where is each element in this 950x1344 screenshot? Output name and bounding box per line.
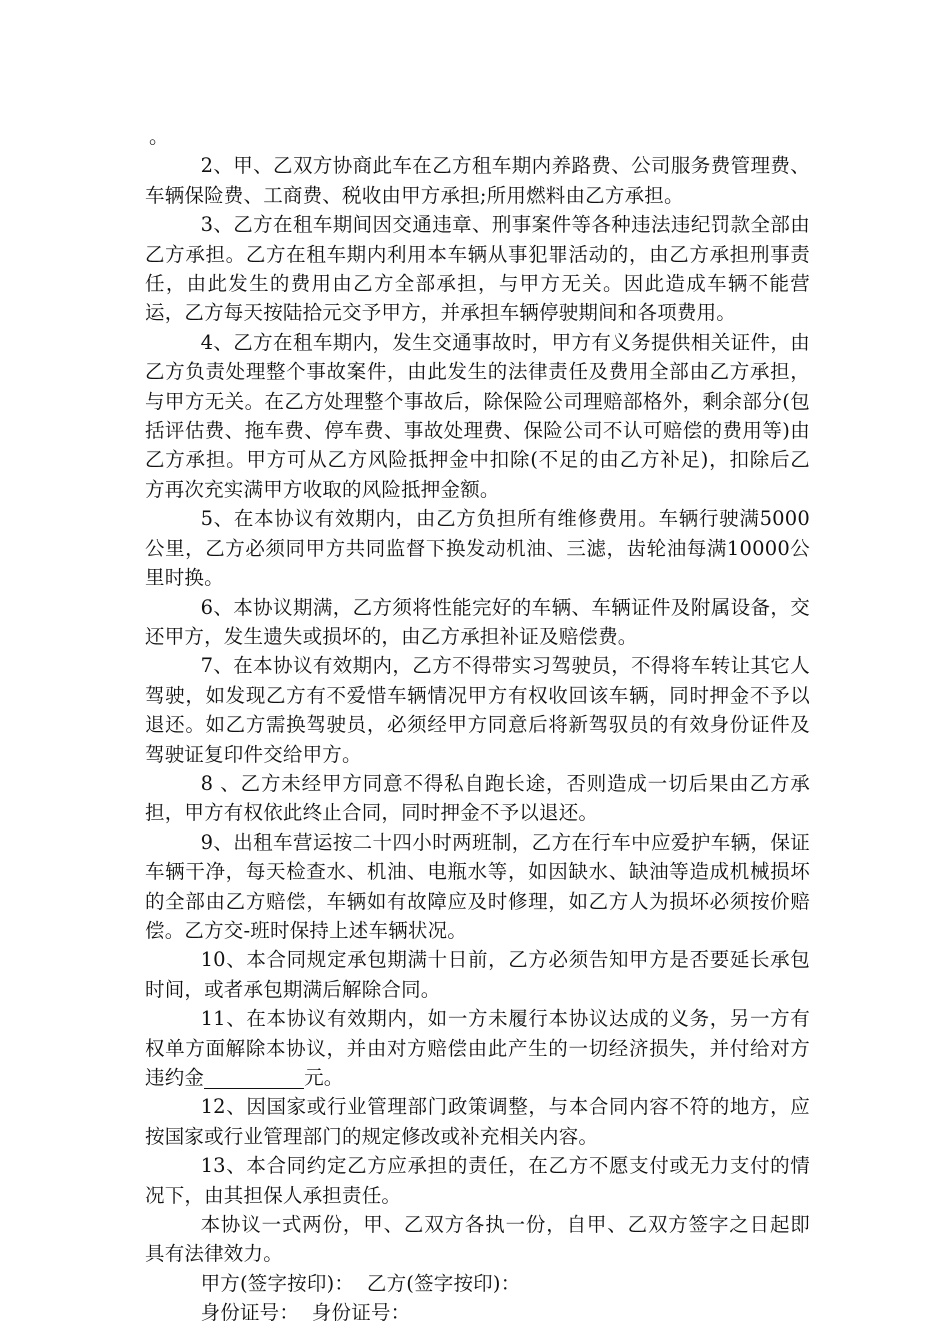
clause-11-text: 11、在本协议有效期内，如一方未履行本协议达成的义务，另一方有权单方面解除本协议，并由对方赔偿由此产生的一切经济损失，并付给对方违约金 (145, 1007, 810, 1089)
id-number-line: 身份证号： 身份证号： (200, 1301, 411, 1325)
clause-8: 8 、乙方未经甲方同意不得私自跑长途，否则造成一切后果由乙方承担，甲方有权依此终止合同，同时押金不予以退还。 (145, 771, 810, 825)
signature-line: 甲方(签字按印)： 乙方(签字按印)： (200, 1271, 521, 1295)
clause-10: 10、本合同规定承包期满十日前，乙方必须告知甲方是否要延长承包时间，或者承包期满后解除合同。 (145, 948, 810, 1001)
contract-page (145, 122, 810, 1328)
clause-6: 6、本协议期满，乙方须将性能完好的车辆、车辆证件及附属设备，交还甲方，发生遗失或损坏的，由乙方承担补证及赔偿费。 (145, 595, 810, 648)
penalty-amount-blank[interactable] (204, 1068, 304, 1089)
clause-13: 13、本合同约定乙方应承担的责任，在乙方不愿支付或无力支付的情况下，由其担保人承担责任。 (145, 1154, 810, 1207)
clause-12: 12、因国家或行业管理部门政策调整，与本合同内容不符的地方，应按国家或行业管理部门的规定修改或补充相关内容。 (145, 1095, 810, 1148)
clause-9: 9、出租车营运按二十四小时两班制，乙方在行车中应爱护车辆，保证车辆干净，每天检查水、机油、电瓶水等，如因缺水、缺油等造成机械损坏的全部由乙方赔偿，车辆如有故障应及时修理，如乙方人为损坏必须按价赔偿。乙方交-班时保持上述车辆状况。 (145, 830, 810, 942)
clause-7: 7、在本协议有效期内，乙方不得带实习驾驶员，不得将车转让其它人驾驶，如发现乙方有不爱惜车辆情况甲方有权收回该车辆，同时押金不予以退还。如乙方需换驾驶员，必须经甲方同意后将新驾驭员的有效身份证件及驾驶证复印件交给甲方。 (145, 654, 810, 766)
leading-punctuation: 。 (149, 125, 169, 148)
clause-4: 4、乙方在租车期内，发生交通事故时，甲方有义务提供相关证件，由乙方负责处理整个事故案件，由此发生的法律责任及费用全部由乙方承担，与甲方无关。在乙方处理整个事故后，除保险公司理赔部格外，剩余部分(包括评估费、拖车费、停车费、事故处理费、保险公司不认可赔偿的费用等)由乙方承担。甲方可从乙方风险抵押金中扣除(不足的由乙方补足)，扣除后乙方再次充实满甲方收取的风险抵押金额。 (145, 330, 810, 501)
clause-11 (145, 1004, 810, 1092)
clause-3: 3、乙方在租车期间因交通违章、刑事案件等各种违法违纪罚款全部由乙方承担。乙方在租车期内利用本车辆从事犯罪活动的，由乙方承担刑事责任，由此发生的费用由乙方全部承担，与甲方无关。因此造成车辆不能营运，乙方每天按陆拾元交予甲方，并承担车辆停驶期间和各项费用。 (145, 213, 810, 325)
clause-2: 2、甲、乙双方协商此车在乙方租车期内养路费、公司服务费管理费、车辆保险费、工商费、税收由甲方承担;所用燃料由乙方承担。 (145, 154, 810, 207)
closing-statement: 本协议一式两份，甲、乙双方各执一份，自甲、乙双方签字之日起即具有法律效力。 (145, 1213, 810, 1266)
clause-5: 5、在本协议有效期内，由乙方负担所有维修费用。车辆行驶满5000公里，乙方必须同甲方共同监督下换发动机油、三滤，齿轮油每满10000公里时换。 (145, 507, 810, 590)
clause-11-unit: 元。 (304, 1066, 344, 1089)
